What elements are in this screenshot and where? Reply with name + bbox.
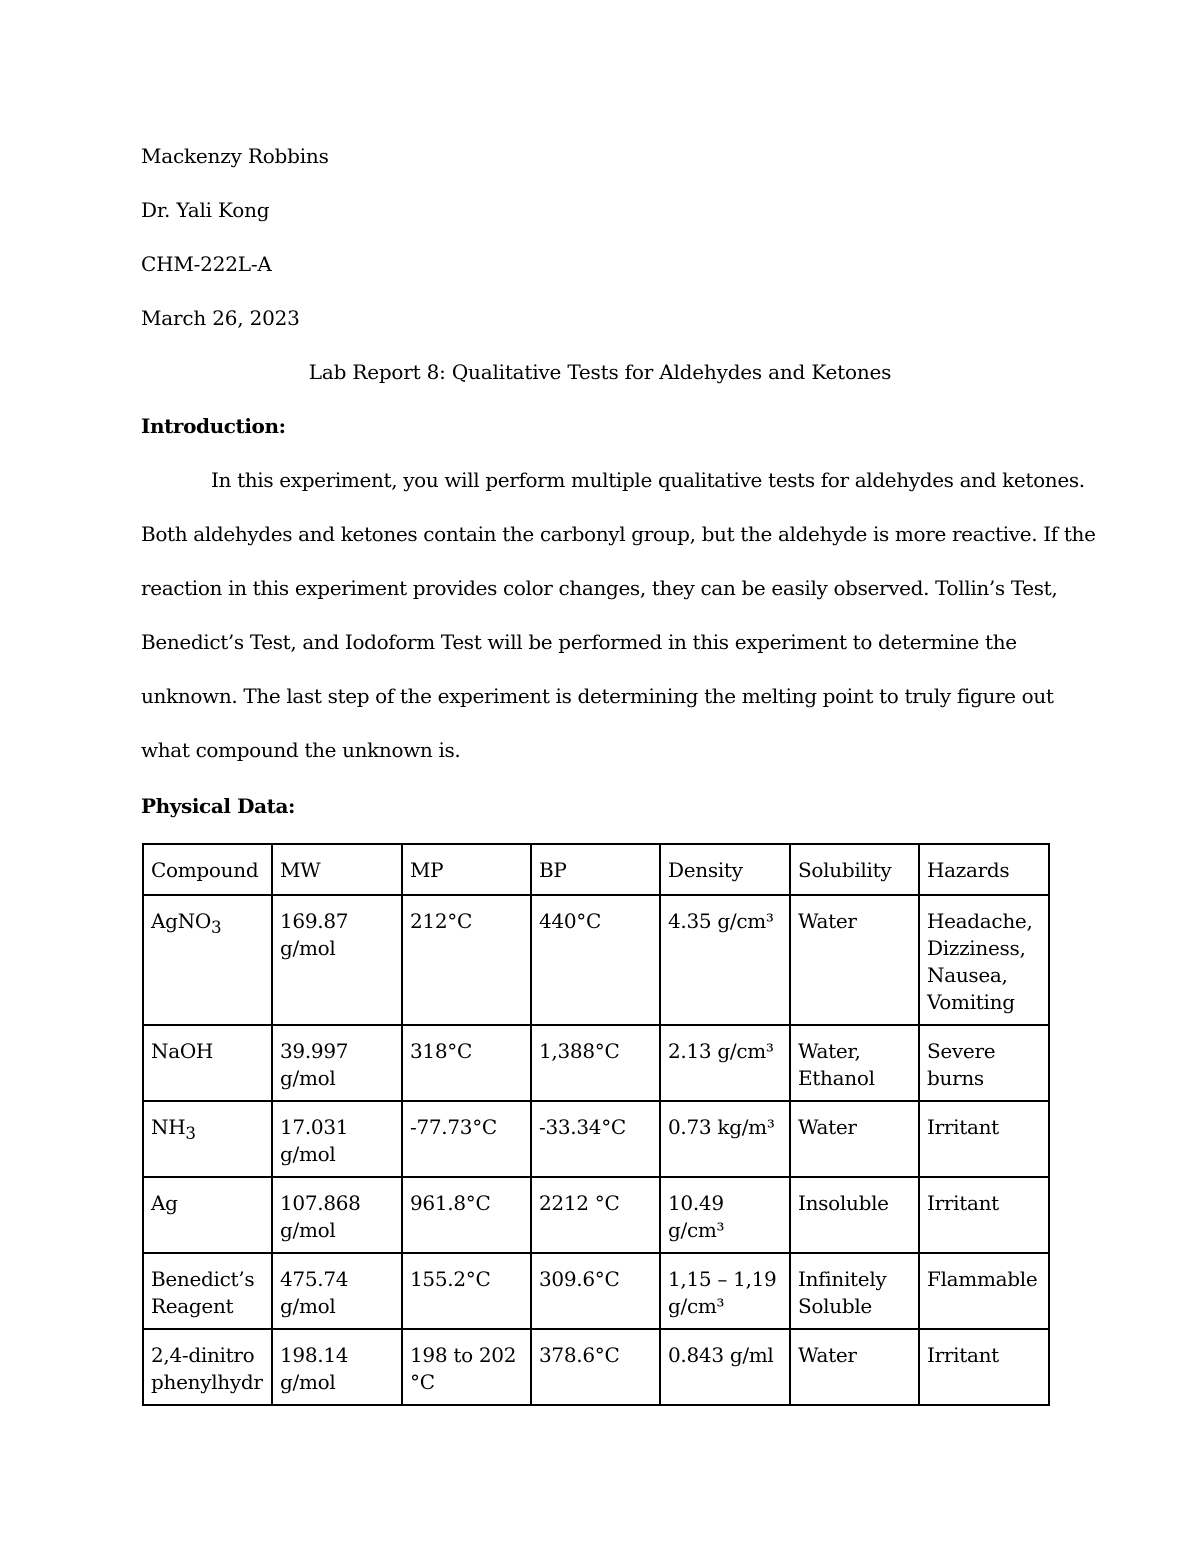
cell-mp: 212°C <box>402 895 531 1025</box>
cell-mp: -77.73°C <box>402 1101 531 1177</box>
physical-data-heading: Physical Data: <box>141 794 296 818</box>
cell-bp: 440°C <box>531 895 660 1025</box>
cell-bp: 309.6°C <box>531 1253 660 1329</box>
introduction-line: In this experiment, you will perform multiple qualitative tests for aldehydes and ketones. <box>211 468 1085 492</box>
instructor-name: Dr. Yali Kong <box>141 198 270 222</box>
cell-mw: 198.14 g/mol <box>272 1329 402 1405</box>
cell-compound: 2,4-dinitro phenylhydr <box>143 1329 272 1405</box>
cell-hazards: Irritant <box>919 1101 1049 1177</box>
cell-mw: 475.74 g/mol <box>272 1253 402 1329</box>
table-row <box>143 1025 1049 1101</box>
cell-compound: AgNO$_3$ <box>143 895 272 1025</box>
column-header-mp: MP <box>402 844 531 895</box>
column-header-hazards: Hazards <box>919 844 1049 895</box>
column-header-density: Density <box>660 844 790 895</box>
cell-solubility: Water <box>790 1329 919 1405</box>
introduction-line: what compound the unknown is. <box>141 738 461 762</box>
course-code: CHM-222L-A <box>141 252 272 276</box>
cell-hazards: Irritant <box>919 1329 1049 1405</box>
cell-solubility: Water <box>790 1101 919 1177</box>
cell-mw: 107.868 g/mol <box>272 1177 402 1253</box>
cell-density: 4.35 g/cm³ <box>660 895 790 1025</box>
cell-mp: 198 to 202 °C <box>402 1329 531 1405</box>
report-title: Lab Report 8: Qualitative Tests for Aldehydes and Ketones <box>308 360 892 384</box>
cell-solubility: Water, Ethanol <box>790 1025 919 1101</box>
cell-hazards: Severe burns <box>919 1025 1049 1101</box>
cell-compound: $NH_3$ <box>143 1101 272 1177</box>
physical-data-table <box>142 843 1050 1406</box>
cell-hazards: Headache, Dizziness, Nausea, Vomiting <box>919 895 1049 1025</box>
column-header-solubility: Solubility <box>790 844 919 895</box>
introduction-heading: Introduction: <box>141 414 286 438</box>
cell-solubility: Infinitely Soluble <box>790 1253 919 1329</box>
column-header-bp: BP <box>531 844 660 895</box>
cell-hazards: Irritant <box>919 1177 1049 1253</box>
cell-density: 0.73 kg/m³ <box>660 1101 790 1177</box>
cell-density: 1,15 – 1,19 g/cm³ <box>660 1253 790 1329</box>
cell-mw: 39.997 g/mol <box>272 1025 402 1101</box>
cell-compound: NaOH <box>143 1025 272 1101</box>
cell-bp: 378.6°C <box>531 1329 660 1405</box>
introduction-line: Both aldehydes and ketones contain the carbonyl group, but the aldehyde is more reactive. If the <box>141 522 1096 546</box>
table-row <box>143 1101 1049 1177</box>
table-header-row <box>143 844 1049 895</box>
introduction-line: Benedict’s Test, and Iodoform Test will be performed in this experiment to determine the <box>141 630 1017 654</box>
column-header-mw: MW <box>272 844 402 895</box>
cell-solubility: Water <box>790 895 919 1025</box>
cell-mp: 318°C <box>402 1025 531 1101</box>
report-date: March 26, 2023 <box>141 306 300 330</box>
table-row <box>143 1177 1049 1253</box>
cell-bp: 1,388°C <box>531 1025 660 1101</box>
cell-hazards: Flammable <box>919 1253 1049 1329</box>
cell-density: 2.13 g/cm³ <box>660 1025 790 1101</box>
cell-compound: Benedict’s Reagent <box>143 1253 272 1329</box>
cell-density: 0.843 g/ml <box>660 1329 790 1405</box>
introduction-line: unknown. The last step of the experiment is determining the melting point to truly figure out <box>141 684 1054 708</box>
cell-mp: 961.8°C <box>402 1177 531 1253</box>
cell-mp: 155.2°C <box>402 1253 531 1329</box>
cell-bp: 2212 °C <box>531 1177 660 1253</box>
table-row <box>143 895 1049 1025</box>
table-row <box>143 1329 1049 1405</box>
cell-compound: Ag <box>143 1177 272 1253</box>
introduction-line: reaction in this experiment provides color changes, they can be easily observed. Tollin’s Test, <box>141 576 1058 600</box>
cell-density: 10.49 g/cm³ <box>660 1177 790 1253</box>
column-header-compound: Compound <box>143 844 272 895</box>
cell-mw: 169.87 g/mol <box>272 895 402 1025</box>
cell-solubility: Insoluble <box>790 1177 919 1253</box>
table-row <box>143 1253 1049 1329</box>
student-name: Mackenzy Robbins <box>141 144 329 168</box>
cell-bp: -33.34°C <box>531 1101 660 1177</box>
cell-mw: 17.031 g/mol <box>272 1101 402 1177</box>
